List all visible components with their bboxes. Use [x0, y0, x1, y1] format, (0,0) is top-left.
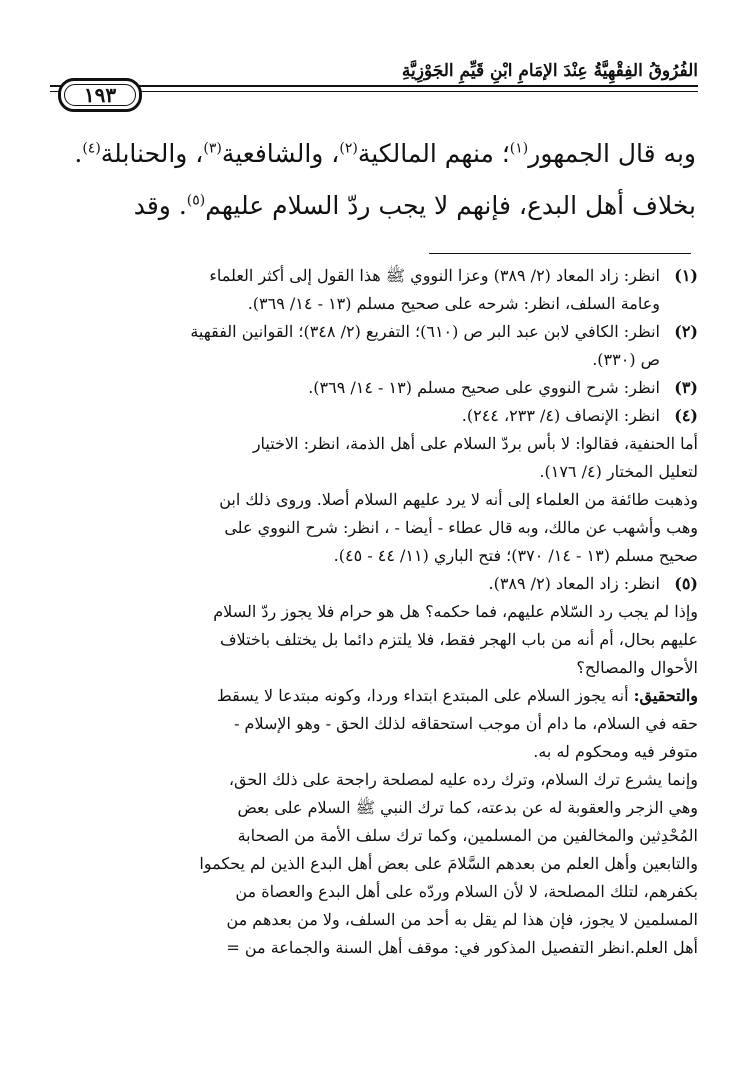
footnote-text: انظر: شرح النووي على صحيح مسلم (١٣ - ١٤/ ٣٦٩). — [308, 378, 660, 397]
footnote-number: (٣) — [674, 378, 698, 397]
footnote-continuation: أما الحنفية، فقالوا: لا بأس بردّ السلام على أهل الذمة، انظر: الاختيار لتعليل المختار (٤/ ١٧٦). وذهبت طائفة من العلماء إلى أنه لا يرد عليهم السلام أصلا. وروى ذلك ابن وهب وأشهب عن مالك، وبه قال عطاء - أيضا - ، انظر: شرح النووي على صحيح مسلم (١٣ - ١٤/ ٣٧٠)؛ فتح الباري (١١/ ٤٤ - ٤٥). — [219, 434, 698, 565]
footnote — [48, 262, 698, 318]
footnote-text: انظر: الإنصاف (٤/ ٢٣٣، ٢٤٤). — [461, 406, 660, 425]
footnote-number: (٤) — [674, 406, 698, 425]
footnote-number: (٢) — [674, 322, 698, 341]
footnote-continuation: وإنما يشرع ترك السلام، وترك رده عليه لمصلحة راجحة على ذلك الحق، وهي الزجر والعقوبة له عن بدعته، كما ترك النبي ﷺ السلام على بعض المُحْدِثين والمخالفين من المسلمين، وكما ترك سلف الأمة من الصحابة والتابعين وأهل العلم من بعدهم السَّلامَ على بعض أهل البدع الذين لم يحكموا بكفرهم، لتلك المصلحة، لا لأن السلام وردّه على أهل البدع والعصاة من المسلمين لا يجوز، فإن هذا لم يقل به أحد من السلف، ولا من بعدهم من أهل العلم.انظر التفصيل المذكور في: موقف أهل السنة والجماعة من = — [199, 770, 698, 957]
page-number: ١٩٣ — [83, 83, 117, 107]
footnote — [48, 374, 698, 402]
footnote-separator — [429, 253, 691, 254]
footnote — [48, 318, 698, 374]
footnote-text: انظر: الكافي لابن عبد البر ص (٦١٠)؛ التفريع (٢/ ٣٤٨)؛ القوانين الفقهية ص (٣٣٠). — [190, 322, 660, 369]
footnote-text: انظر: زاد المعاد (٢/ ٣٨٩) وعزا النووي ﷺ هذا القول إلى أكثر العلماء وعامة السلف، انظر: شرحه على صحيح مسلم (١٣ - ١٤/ ٣٦٩). — [209, 266, 660, 313]
footnotes — [48, 262, 698, 962]
footnote — [48, 402, 698, 430]
footnote-marker[interactable]: (٢) — [339, 140, 358, 157]
header-rule-thin — [50, 91, 698, 92]
footnote — [48, 570, 698, 598]
page-number-frame — [58, 78, 142, 112]
bold-lead: والتحقيق: — [633, 686, 698, 705]
main-line: بخلاف أهل البدع، فإنهم لا يجب ردّ السلام عليهم$^{(٥)}$. وقد — [133, 191, 696, 220]
footnote-continuation: والتحقيق: أنه يجوز السلام على المبتدع ابتداء وردا، وكونه مبتدعا لا يسقط حقه في السلام، ما دام أن موجب استحقاقه لذلك الحق - وهو الإسلام - متوفر فيه ومحكوم له به. — [216, 686, 698, 761]
header-rule — [50, 85, 698, 87]
footnote-marker[interactable]: (٣) — [203, 140, 222, 157]
footnote-marker[interactable]: (٥) — [186, 192, 206, 209]
footnote-number: (١) — [674, 266, 698, 285]
main-line: وبه قال الجمهور$^{(١)}$؛ منهم المالكية$^{(٢)}$، والشافعية$^{(٣)}$، والحنابلة$^{(٤)}$. — [74, 139, 696, 168]
page-header — [50, 58, 698, 118]
main-text — [50, 128, 696, 232]
footnote-marker[interactable]: (٤) — [82, 140, 101, 157]
footnote-continuation: وإذا لم يجب رد السّلام عليهم، فما حكمه؟ هل هو حرام فلا يجوز ردّ السلام عليهم بحال، أم أنه من باب الهجر فقط، فلا يلتزم دائما بل يختلف باختلاف الأحوال والمصالح؟ — [213, 602, 698, 677]
footnote-marker[interactable]: (١) — [509, 140, 529, 157]
footnote-text: انظر: زاد المعاد (٢/ ٣٨٩). — [488, 574, 660, 593]
running-title: الفُرُوقُ الفِقْهِيَّةُ عِنْدَ الإمَامِ ابْنِ قَيِّمِ الجَوْزِيَّةِ — [401, 61, 698, 81]
footnote-number: (٥) — [674, 574, 698, 593]
